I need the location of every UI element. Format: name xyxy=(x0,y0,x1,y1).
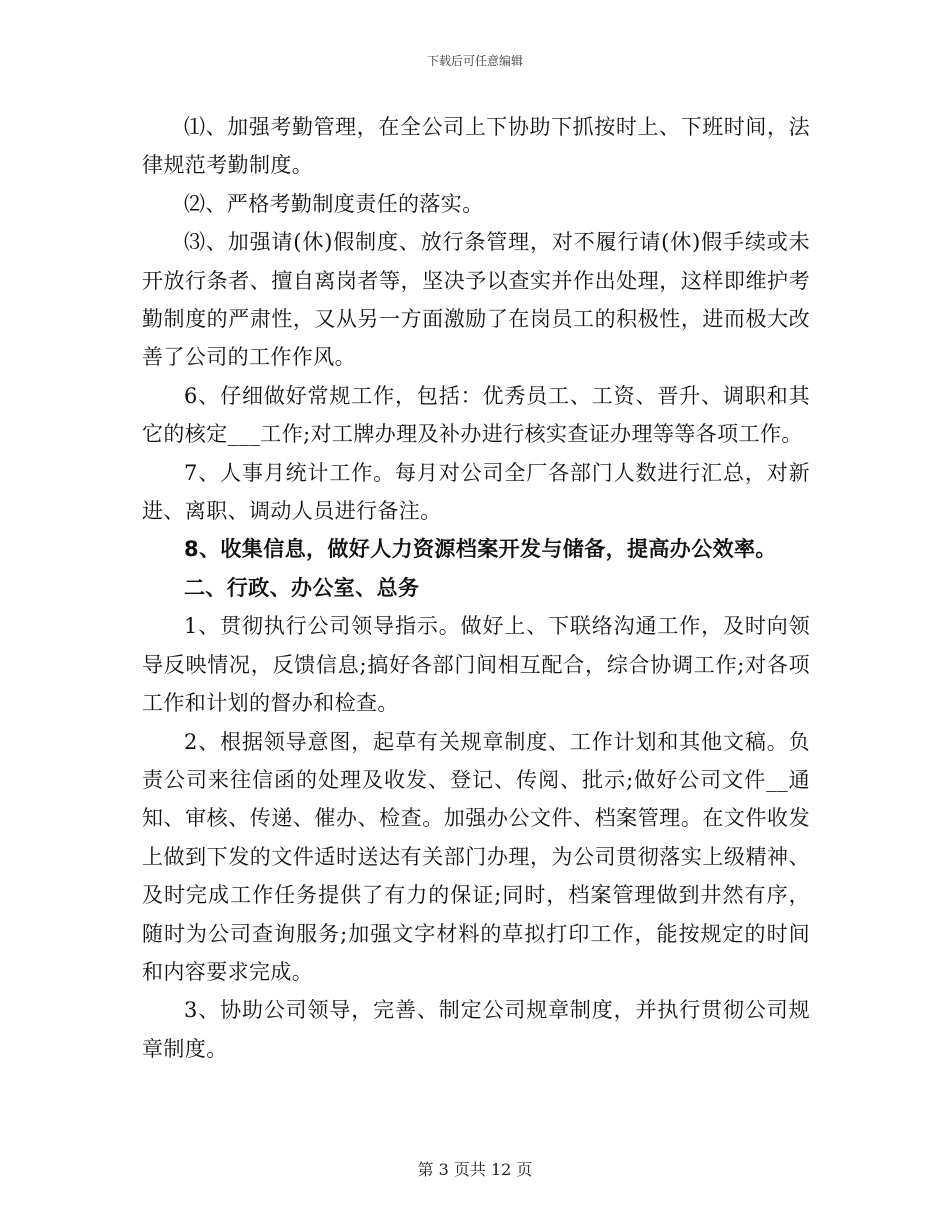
section-heading-administration: 二、行政、办公室、总务 xyxy=(184,575,420,600)
page-header: 下载后可任意编辑 xyxy=(426,54,523,68)
paragraph-implement-instructions: 1、贯彻执行公司领导指示。做好上、下联络沟通工作，及时向领导反映情况，反馈信息;搞好各部门间相互配合，综合协调工作;对各项工作和计划的督办和检查。 xyxy=(142,614,810,716)
paragraph-monthly-statistics: 7、人事月统计工作。每月对公司全厂各部门人数进行汇总，对新进、离职、调动人员进行备注。 xyxy=(142,460,810,524)
paragraph-attendance-responsibility: ⑵、严格考勤制度责任的落实。 xyxy=(184,191,484,216)
paragraph-collect-information: 8、收集信息，做好人力资源档案开发与储备，提高办公效率。 xyxy=(184,537,777,562)
paragraph-draft-documents: 2、根据领导意图，起草有关规章制度、工作计划和其他文稿。负责公司来往信函的处理及收发、登记、传阅、批示;做好公司文件__通知、审核、传递、催办、检查。加强办公文件、档案管理。在文件收发上做到下发的文件适时送达有关部门办理，为公司贯彻落实上级精神、及时完成工作任务提供了有力的保证;同时，档案管理做到井然有序，随时为公司查询服务;加强文字材料的草拟打印工作，能按规定的时间和内容要求完成。 xyxy=(142,729,810,984)
page-number: 第 3 页共 12 页 xyxy=(417,1160,533,1179)
paragraph-leave-management: ⑶、加强请(休)假制度、放行条管理，对不履行请(休)假手续或未开放行条者、擅自离岗者等，坚决予以查实并作出处理，这样即维护考勤制度的严肃性，又从另一方面激励了在岗员工的积极性，进而极大改善了公司的工作作风。 xyxy=(142,230,810,370)
paragraph-routine-work: 6、仔细做好常规工作，包括：优秀员工、工资、晋升、调职和其它的核定___工作;对工牌办理及补办进行核实查证办理等等各项工作。 xyxy=(142,383,810,447)
document-body xyxy=(142,108,810,1068)
paragraph-attendance-management: ⑴、加强考勤管理，在全公司上下协助下抓按时上、下班时间，法律规范考勤制度。 xyxy=(142,115,810,178)
paragraph-assist-leadership: 3、协助公司领导，完善、制定公司规章制度，并执行贯彻公司规章制度。 xyxy=(142,998,810,1061)
